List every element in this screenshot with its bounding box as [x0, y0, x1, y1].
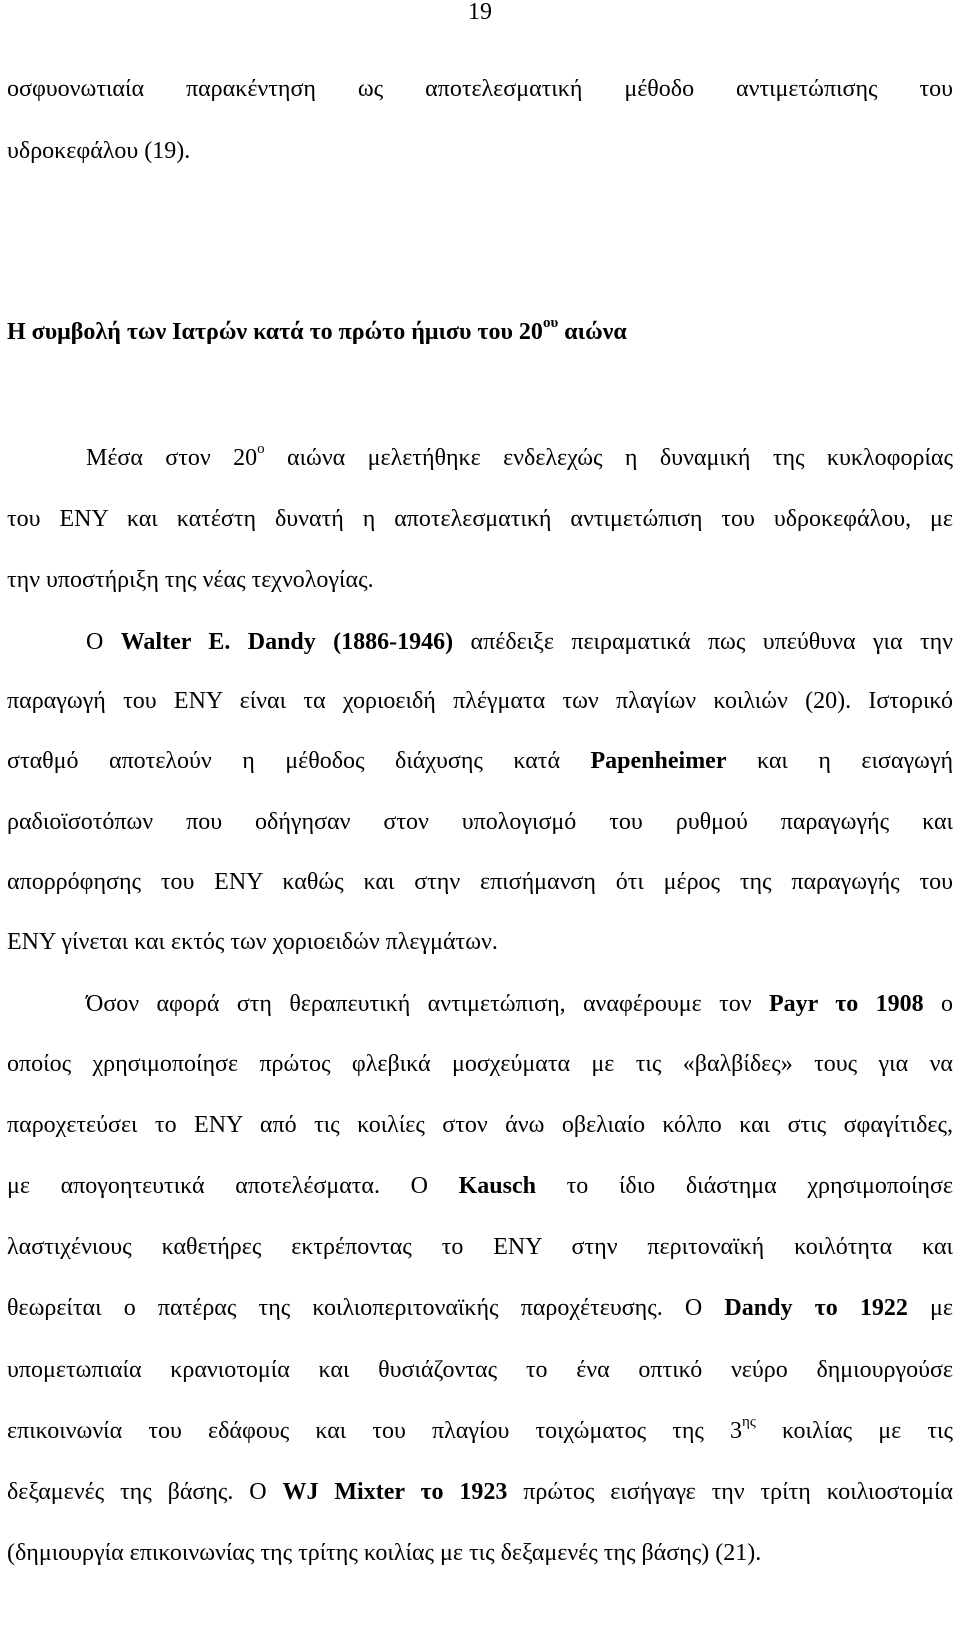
p3-line-4: με απογοητευτικά αποτελέσματα. Ο Kausch το ίδιο διάστημα χρησιμοποίησε: [7, 1173, 953, 1199]
p3-line-5: λαστιχένιους καθετήρες εκτρέποντας το ΕΝΥ στην περιτοναϊκή κοιλότητα και: [7, 1234, 953, 1260]
p2-line-6: ΕΝΥ γίνεται και εκτός των χοριοειδών πλεγμάτων.: [7, 929, 498, 955]
p3-line-2: οποίος χρησιμοποίησε πρώτος φλεβικά μοσχεύματα με τις «βαλβίδες» τους για να: [7, 1051, 953, 1077]
section-heading: Η συμβολή των Ιατρών κατά το πρώτο ήμισυ του $20^{o\upsilon}$ αιώνα: [7, 315, 627, 345]
p3-line-8: επικοινωνία του εδάφους και του πλαγίου τοιχώματος της $3^{\eta\varsigma}$ κοιλίας με τις: [7, 1414, 953, 1444]
p1-line-2: του ΕΝΥ και κατέστη δυνατή η αποτελεσματική αντιμετώπιση του υδροκεφάλου, με: [7, 506, 953, 532]
p2-line-4: ραδιοϊσοτόπων που οδήγησαν στον υπολογισμό του ρυθμού παραγωγής και: [7, 809, 953, 835]
intro-line-2: υδροκεφάλου (19).: [7, 138, 191, 164]
p3-line-1: Όσον αφορά στη θεραπευτική αντιμετώπιση, αναφέρουμε τον Payr το 1908 ο: [86, 991, 954, 1017]
intro-line-1: οσφυονωτιαία παρακέντηση ως αποτελεσματική μέθοδο αντιμετώπισης του: [7, 76, 953, 102]
p3-line-7: υπομετωπιαία κρανιοτομία και θυσιάζοντας το ένα οπτικό νεύρο δημιουργούσε: [7, 1357, 953, 1383]
p1-line-3: την υποστήριξη της νέας τεχνολογίας.: [7, 567, 374, 593]
p2-line-1: Ο Walter E. Dandy (1886-1946) απέδειξε πειραματικά πως υπεύθυνα για την: [86, 629, 953, 655]
p2-line-3: σταθμό αποτελούν η μέθοδος διάχυσης κατά Papenheimer και η εισαγωγή: [7, 748, 953, 774]
p2-line-2: παραγωγή του ΕΝΥ είναι τα χοριοειδή πλέγματα των πλαγίων κοιλιών (20). Ιστορικό: [7, 688, 953, 714]
p3-line-10: (δημιουργία επικοινωνίας της τρίτης κοιλίας με τις δεξαμενές της βάσης) (21).: [7, 1540, 762, 1566]
p3-line-6: θεωρείται ο πατέρας της κοιλιοπεριτοναϊκής παροχέτευσης. Ο Dandy το 1922 με: [7, 1295, 953, 1321]
p1-line-1: Μέσα στον $20^o$ αιώνα μελετήθηκε ενδελεχώς η δυναμική της κυκλοφορίας: [86, 441, 953, 471]
p2-line-5: απορρόφησης του ΕΝΥ καθώς και στην επισήμανση ότι μέρος της παραγωγής του: [7, 869, 953, 895]
p3-line-9: δεξαμενές της βάσης. Ο WJ Mixter το 1923 πρώτος εισήγαγε την τρίτη κοιλιοστομία: [7, 1479, 953, 1505]
p3-line-3: παροχετεύσει το ΕΝΥ από τις κοιλίες στον άνω οβελιαίο κόλπο και στις σφαγίτιδες,: [7, 1112, 953, 1138]
page-number: 19: [468, 0, 492, 25]
